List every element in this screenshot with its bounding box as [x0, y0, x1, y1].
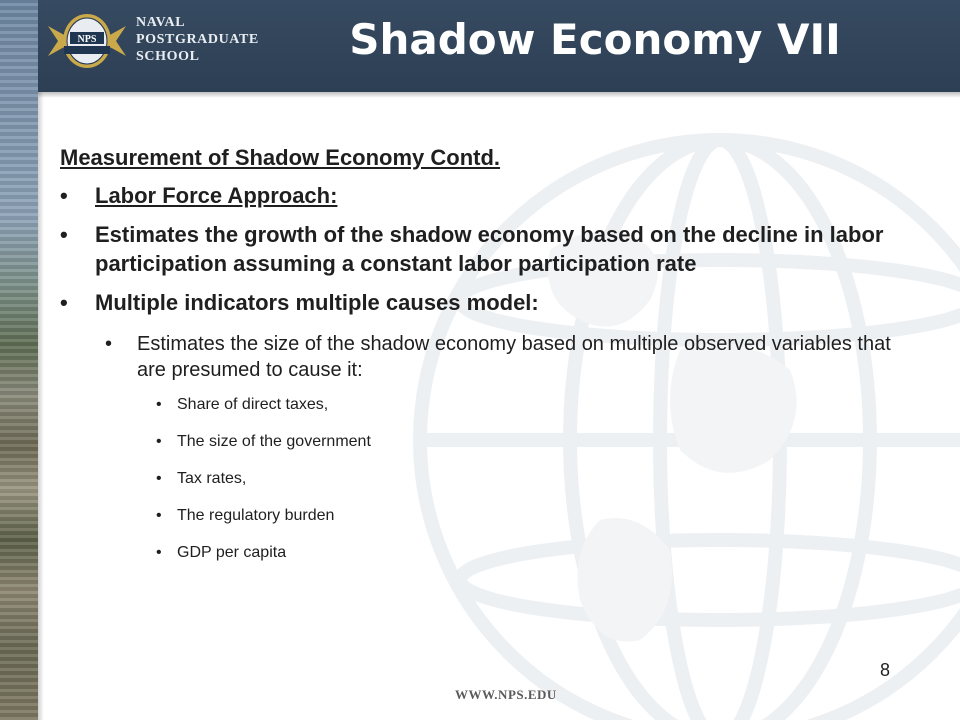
header-shadow — [38, 92, 960, 98]
school-name-line3: SCHOOL — [136, 49, 200, 64]
school-name-line2: POSTGRADUATE — [136, 32, 259, 47]
school-name — [136, 14, 259, 65]
sub-sub-bullet-text: The regulatory burden — [177, 507, 335, 524]
sub-sub-bullet-item — [60, 543, 920, 563]
sub-sub-bullet-item — [60, 469, 920, 489]
school-name-line1: NAVAL — [136, 15, 186, 30]
bullet-dot: • — [156, 470, 162, 487]
sub-sub-bullet-text: The size of the government — [177, 433, 371, 450]
bullet-dot: • — [156, 507, 162, 524]
bullet-dot: • — [156, 544, 162, 561]
bullet-dot: • — [60, 290, 68, 315]
sub-bullet-text: Estimates the size of the shadow economy based on multiple observed variables that are presumed to cause it: — [137, 333, 891, 381]
sub-sub-bullet-text: Share of direct taxes, — [177, 396, 329, 413]
bullet-dot: • — [60, 183, 68, 208]
bullet-text: Multiple indicators multiple causes model: — [95, 290, 539, 315]
section-heading: Measurement of Shadow Economy Contd. — [60, 145, 501, 170]
bullet-item — [60, 181, 920, 210]
bullet-text: Labor Force Approach: — [95, 183, 338, 208]
slide-title: Shadow Economy VII — [349, 15, 841, 64]
photo-strip-edge — [38, 0, 44, 720]
page-number: 8 — [880, 660, 891, 680]
svg-text:NPS: NPS — [77, 34, 97, 45]
bullet-dot: • — [156, 396, 162, 413]
bullet-dot: • — [156, 433, 162, 450]
bullet-item — [60, 220, 920, 278]
sub-sub-bullet-item — [60, 395, 920, 415]
sub-sub-bullet-text: GDP per capita — [177, 544, 287, 561]
sub-sub-bullet-item — [60, 432, 920, 452]
sub-sub-bullet-item — [60, 506, 920, 526]
bullet-dot: • — [105, 333, 113, 355]
bullet-text: Estimates the growth of the shadow economy based on the decline in labor participation assuming a constant labor participation rate — [95, 222, 884, 276]
bullet-dot: • — [60, 222, 68, 247]
slide-content — [60, 143, 920, 580]
sub-bullet-item — [60, 331, 920, 383]
bullet-item — [60, 288, 920, 317]
footer-url: WWW.NPS.EDU — [455, 687, 557, 702]
nps-seal-logo — [46, 12, 128, 70]
campus-photo-strip — [0, 0, 38, 720]
sub-sub-bullet-text: Tax rates, — [177, 470, 247, 487]
